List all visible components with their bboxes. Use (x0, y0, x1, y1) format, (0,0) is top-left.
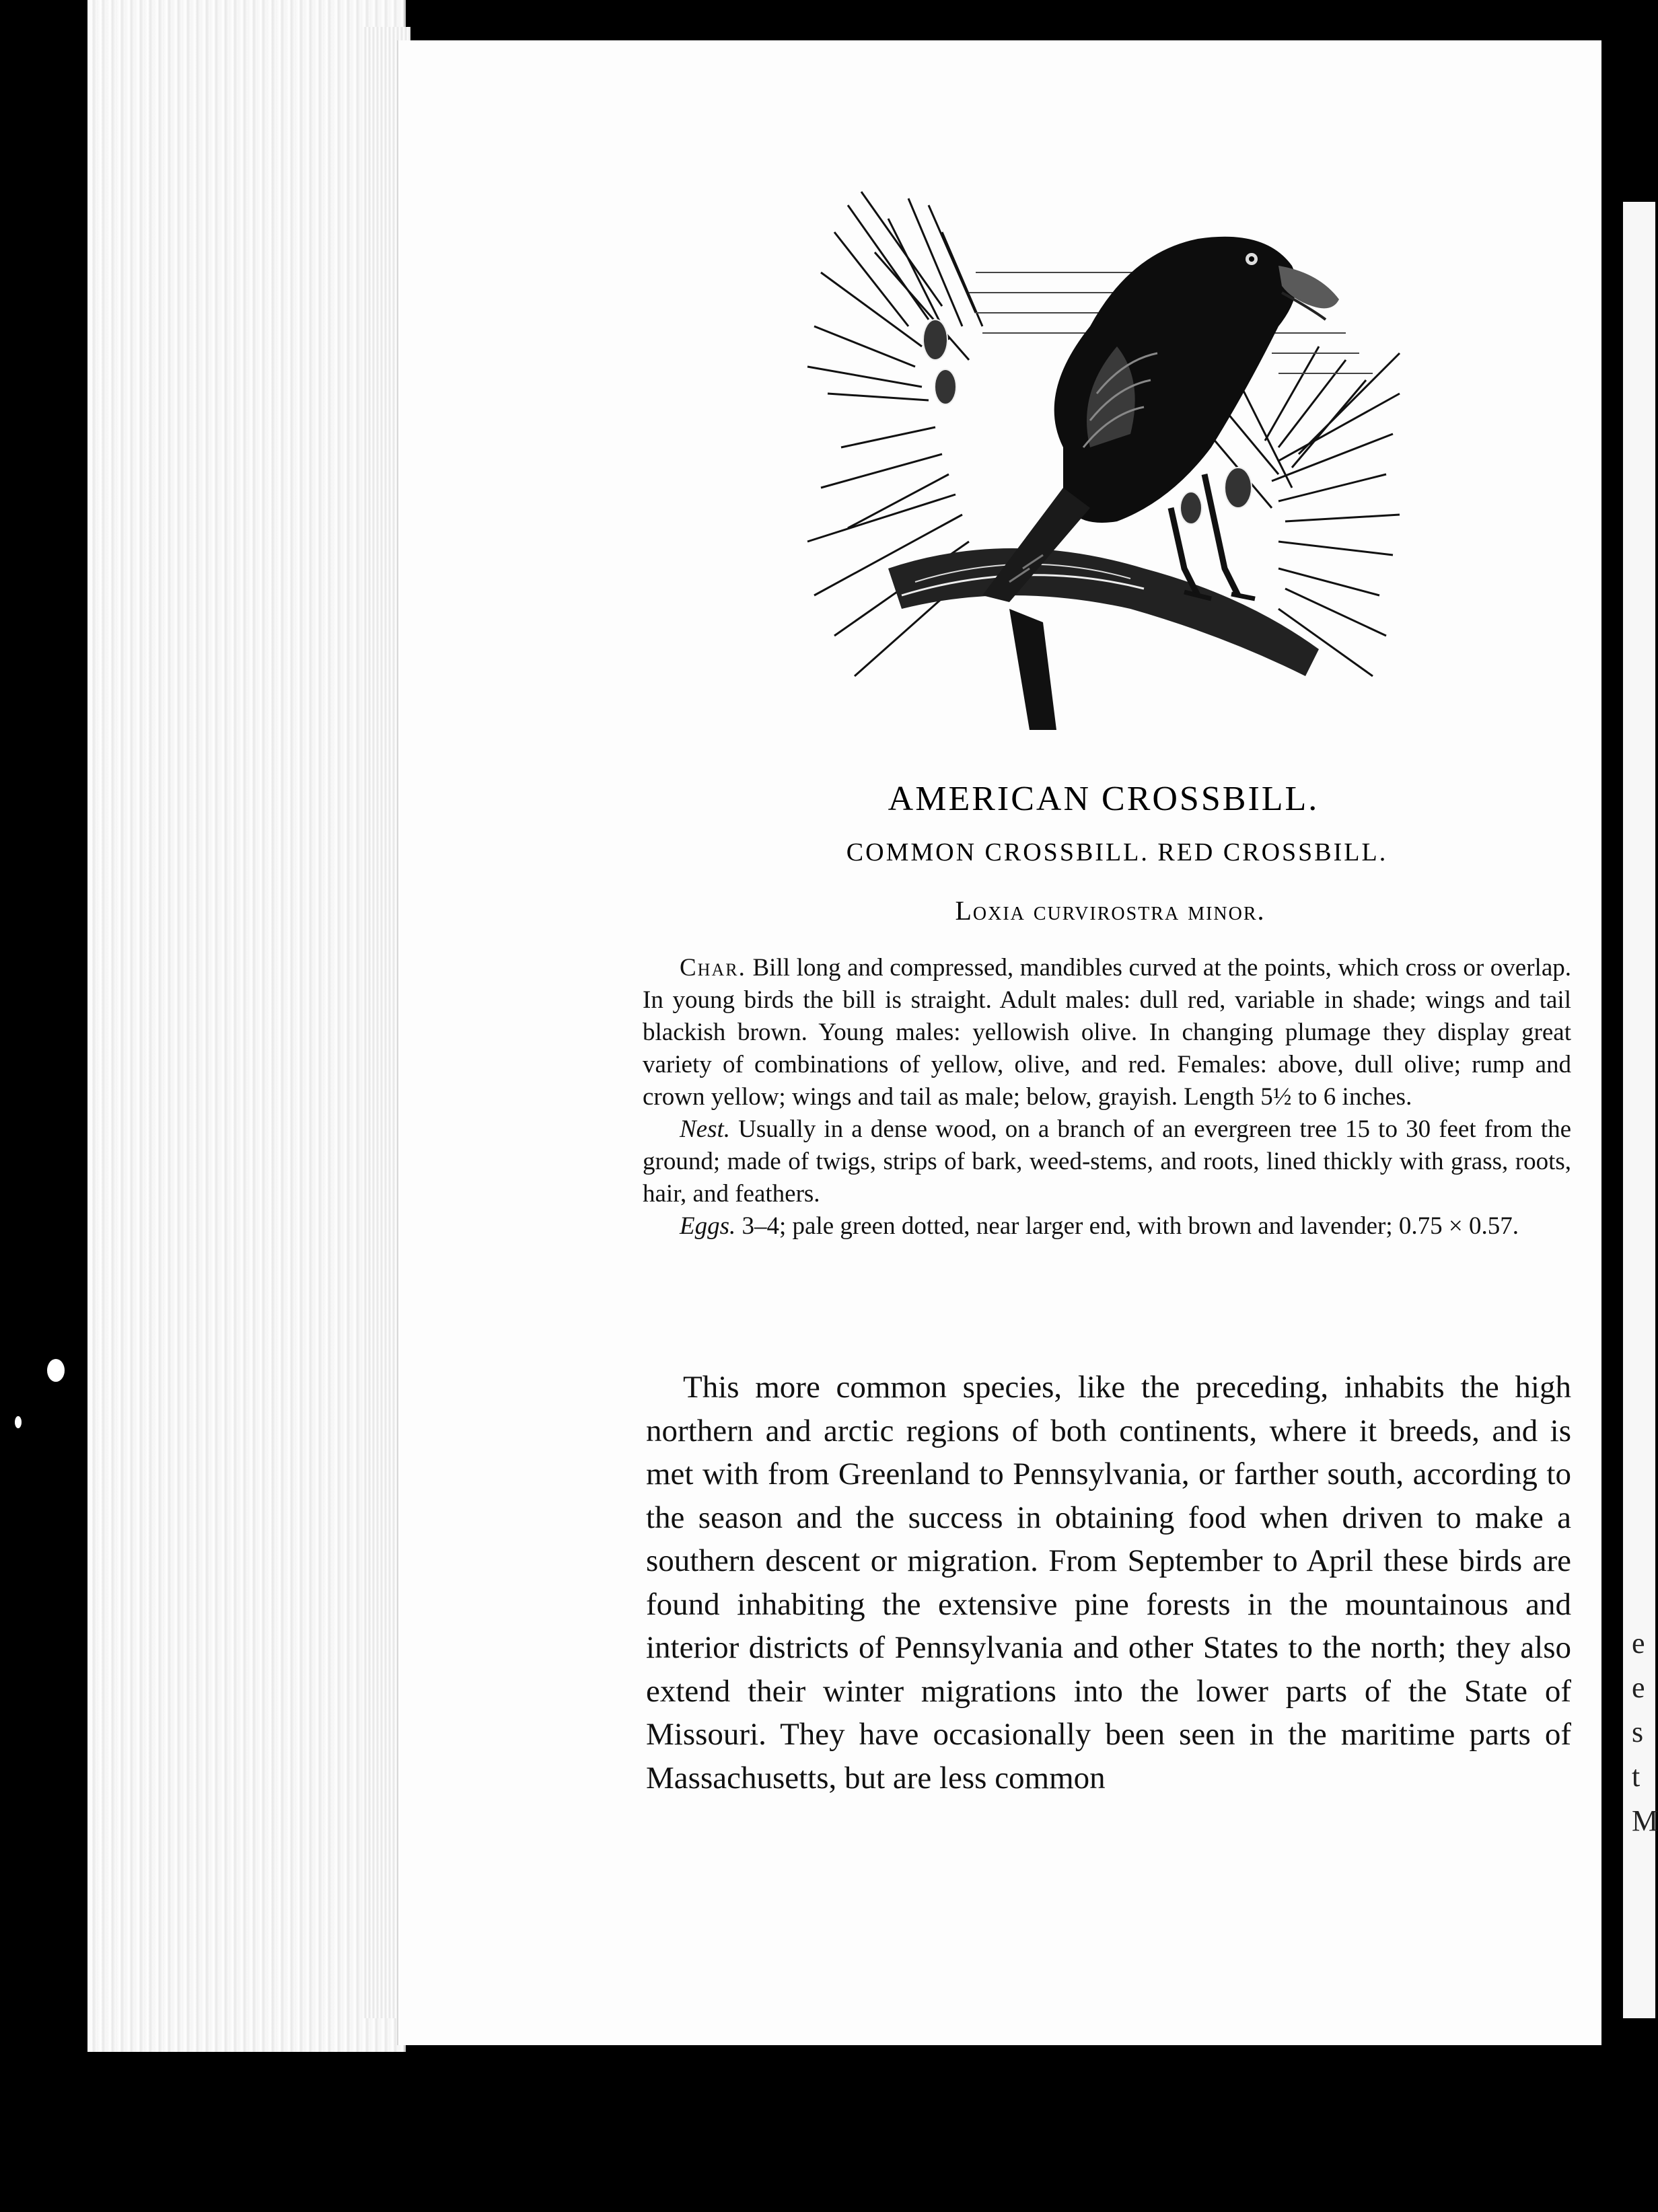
scan-speck (47, 1359, 65, 1382)
scientific-name: Loxia curvirostra minor. (955, 895, 1266, 926)
char-text: Bill long and compressed, mandibles curved at the points, which cross or overlap. In young birds the bill is straight. Adult males: dull red, variable in shade; wings and tail blackish brown. Young males: yellowish olive. In changing plumage they display great variety of combinations of yellow, olive, and red. Females: above, dull olive; rump and crown yellow; wings and tail as male; below, grayish. Length 5½ to 6 inches. (643, 954, 1571, 1111)
crossbill-bird (982, 237, 1339, 602)
fragment-letter: s (1632, 1716, 1644, 1748)
eggs-label: Eggs. (680, 1212, 736, 1240)
next-page-fragment (1632, 1621, 1658, 1843)
body-paragraph: This more common species, like the preceding, inhabits the high northern and arctic regions of both continents, where it breeds, and is met with from Greenland to Pennsylvania, or farther south, according to the season and the success in obtaining food when driven to make a southern descent or migration. From September to April these birds are found inhabiting the extensive pine forests in the mountainous and interior districts of Pennsylvania and other States to the north; they also extend their winter migrations into the lower parts of the State of Missouri. They have occasionally been seen in the maritime parts of Massachusetts, but are less common (646, 1370, 1571, 1796)
common-names: COMMON CROSSBILL. RED CROSSBILL. (846, 838, 1388, 867)
fragment-letter: e (1632, 1627, 1645, 1660)
pine-branch (888, 548, 1319, 730)
fragment-letter: e (1632, 1671, 1645, 1704)
char-paragraph (643, 952, 1571, 1113)
body-text (646, 1366, 1571, 1800)
char-label: Char. (680, 954, 746, 982)
page-title: AMERICAN CROSSBILL. (888, 780, 1320, 818)
crossbill-illustration (807, 192, 1400, 730)
nest-label: Nest. (680, 1115, 731, 1143)
page-edges (87, 0, 406, 2052)
scan-speck (15, 1416, 22, 1428)
species-description (643, 952, 1571, 1243)
fragment-letter: t (1632, 1760, 1641, 1793)
pine-needles-left (807, 192, 982, 676)
nest-text: Usually in a dense wood, on a branch of an evergreen tree 15 to 30 feet from the ground; made of twigs, strips of bark, weed-stems, and roots, lined thickly with grass, roots, hair, and feathers. (643, 1115, 1572, 1208)
fragment-letter: M (1632, 1804, 1658, 1837)
eggs-paragraph (643, 1210, 1571, 1243)
nest-paragraph (643, 1113, 1571, 1210)
eggs-text: 3–4; pale green dotted, near larger end, with brown and lavender; 0.75 × 0.57. (742, 1212, 1519, 1240)
